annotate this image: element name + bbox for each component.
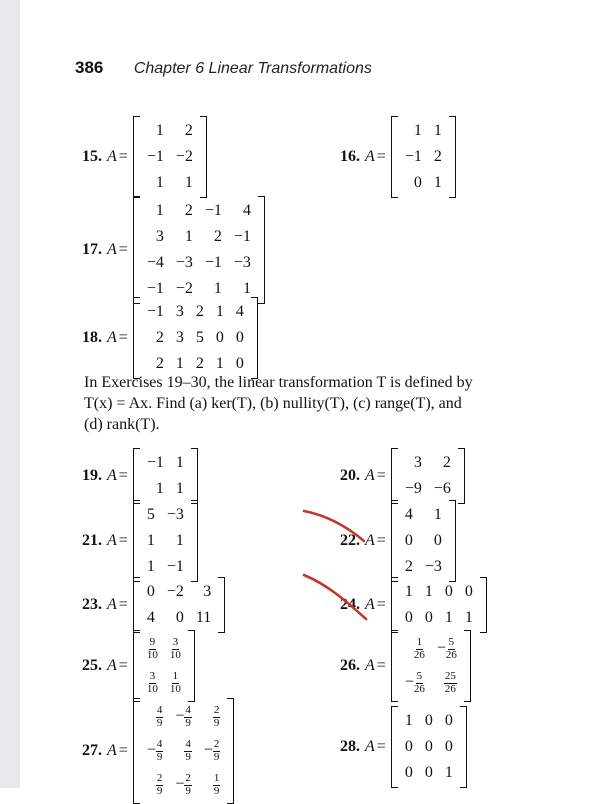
matrix <box>391 630 471 702</box>
fraction-numerator: 25 <box>444 669 456 682</box>
matrix-entry: 1 <box>215 355 224 372</box>
problem-19 <box>82 448 198 504</box>
matrix-entry: 2 <box>155 355 164 372</box>
matrix-entry: 0 <box>424 764 433 781</box>
fraction-denominator: 9 <box>213 750 220 763</box>
matrix-entry: −1 <box>204 254 222 271</box>
matrix-entry: 0 <box>444 712 453 729</box>
matrix-variable: A <box>365 148 375 165</box>
matrix-variable: A <box>365 657 375 674</box>
instructions-line-2: T(x) = Ax. Find (a) ker(T), (b) nullity(T), (c) range(T), and <box>84 395 462 412</box>
fraction-numerator: 2 <box>213 703 220 716</box>
problem-label: 27. <box>82 742 102 759</box>
matrix-entry: 0 <box>424 609 433 626</box>
fraction <box>213 705 221 729</box>
fraction-sign: − <box>146 741 156 759</box>
equals-sign: = <box>118 742 128 759</box>
matrix-entry: 1 <box>404 712 413 729</box>
matrix-entry <box>141 734 170 768</box>
matrix-variable: A <box>365 596 375 613</box>
fraction-denominator: 10 <box>146 648 158 661</box>
fraction <box>184 773 192 797</box>
fraction-denominator: 10 <box>146 682 158 695</box>
matrix-variable: A <box>365 738 375 755</box>
matrix-entry: 1 <box>213 280 222 297</box>
problem-22 <box>340 500 456 582</box>
matrix-entry: 1 <box>433 174 442 191</box>
matrix <box>391 706 467 788</box>
matrix-entry: −1 <box>146 454 164 471</box>
matrix <box>391 577 487 633</box>
problem-label: 26. <box>340 657 360 674</box>
problem-label: 17. <box>82 241 102 258</box>
equals-sign: = <box>376 738 386 755</box>
fraction-denominator: 26 <box>444 682 456 695</box>
problem-15 <box>82 116 207 198</box>
matrix <box>133 116 207 198</box>
matrix-entry: 4 <box>242 202 251 219</box>
matrix-entry: 0 <box>413 174 422 191</box>
matrix-entry: 3 <box>203 583 212 600</box>
problem-label: 23. <box>82 596 102 613</box>
fraction <box>147 671 158 695</box>
fraction-sign: − <box>175 775 185 793</box>
equals-sign: = <box>118 467 128 484</box>
problem-label: 16. <box>340 148 360 165</box>
matrix-entry: 1 <box>155 174 164 191</box>
problem-label: 22. <box>340 532 360 549</box>
fraction <box>446 637 457 661</box>
matrix-entry: 4 <box>404 506 413 523</box>
left-margin-strip <box>0 0 20 788</box>
matrix-entry: 1 <box>175 355 184 372</box>
problem-label: 21. <box>82 532 102 549</box>
matrix-entry: 2 <box>433 148 442 165</box>
matrix-variable: A <box>365 532 375 549</box>
matrix <box>391 500 456 582</box>
matrix-entry: 1 <box>175 532 184 549</box>
matrix-entry <box>431 632 463 666</box>
fraction <box>170 671 181 695</box>
matrix-variable: A <box>107 742 117 759</box>
matrix-entry: 0 <box>424 738 433 755</box>
fraction-denominator: 9 <box>185 716 191 729</box>
matrix-entry: −9 <box>404 480 422 497</box>
fraction <box>156 739 164 763</box>
matrix-entry: −1 <box>233 228 251 245</box>
matrix-variable: A <box>107 467 117 484</box>
matrix-entry: 1 <box>433 506 442 523</box>
fraction <box>414 671 425 695</box>
matrix-entry: 2 <box>184 122 193 139</box>
problem-label: 18. <box>82 329 102 346</box>
page-header <box>75 58 372 78</box>
fraction-numerator: 2 <box>185 771 191 784</box>
equals-sign: = <box>118 596 128 613</box>
fraction-denominator: 9 <box>185 784 191 797</box>
matrix-entry: 0 <box>404 609 413 626</box>
fraction <box>213 773 221 797</box>
matrix-entry: 0 <box>235 329 244 346</box>
problem-20 <box>340 448 465 504</box>
matrix-entry: 5 <box>195 329 204 346</box>
matrix <box>133 448 198 504</box>
matrix-entry <box>141 700 170 734</box>
matrix-entry <box>164 666 187 700</box>
fraction-numerator: 1 <box>172 669 179 682</box>
fraction-denominator: 10 <box>169 682 181 695</box>
matrix <box>133 297 258 379</box>
problem-21 <box>82 500 198 582</box>
fraction-sign: − <box>203 741 213 759</box>
matrix-entry: −3 <box>424 558 442 575</box>
equals-sign: = <box>376 467 386 484</box>
fraction-sign: − <box>436 639 446 657</box>
matrix-entry: −3 <box>233 254 251 271</box>
matrix-entry <box>399 632 431 666</box>
matrix-entry: 1 <box>184 174 193 191</box>
matrix-entry: 3 <box>175 303 184 320</box>
matrix-entry <box>198 734 227 768</box>
matrix-entry: −1 <box>166 558 184 575</box>
fraction-numerator: 4 <box>185 703 191 716</box>
fraction-numerator: 1 <box>416 635 423 648</box>
fraction-sign: − <box>404 673 414 691</box>
matrix-entry: 1 <box>155 122 164 139</box>
matrix-entry: −1 <box>146 280 164 297</box>
fraction-numerator: 5 <box>416 669 423 682</box>
matrix-entry: 0 <box>464 583 473 600</box>
matrix-entry: −4 <box>146 254 164 271</box>
fraction-numerator: 4 <box>156 737 163 750</box>
exercise-instructions <box>84 372 550 435</box>
matrix-entry: 2 <box>195 355 204 372</box>
equals-sign: = <box>376 148 386 165</box>
fraction-numerator: 4 <box>185 737 191 750</box>
matrix-entry: −2 <box>175 280 193 297</box>
matrix-variable: A <box>107 657 117 674</box>
fraction-denominator: 9 <box>156 716 163 729</box>
matrix-entry <box>198 768 227 802</box>
matrix-entry <box>141 768 170 802</box>
matrix-entry: 1 <box>215 303 224 320</box>
fraction-numerator: 2 <box>213 737 220 750</box>
fraction-denominator: 10 <box>169 648 181 661</box>
matrix <box>133 500 198 582</box>
matrix-entry: 0 <box>404 764 413 781</box>
matrix-entry <box>169 700 198 734</box>
fraction-denominator: 26 <box>413 648 425 661</box>
matrix-variable: A <box>365 467 375 484</box>
matrix-entry: 1 <box>413 122 422 139</box>
matrix-entry: 0 <box>404 532 413 549</box>
problem-23 <box>82 577 225 633</box>
equals-sign: = <box>118 657 128 674</box>
fraction-numerator: 5 <box>448 635 455 648</box>
fraction <box>213 739 221 763</box>
matrix-entry: 2 <box>155 329 164 346</box>
matrix-entry: −2 <box>166 583 184 600</box>
matrix-entry: 3 <box>175 329 184 346</box>
fraction <box>414 637 425 661</box>
matrix-entry: 1 <box>155 202 164 219</box>
matrix-entry: 0 <box>146 583 155 600</box>
matrix-entry: −2 <box>175 148 193 165</box>
page-number: 386 <box>75 58 104 77</box>
matrix-entry: −6 <box>433 480 451 497</box>
fraction <box>444 671 457 695</box>
problem-18 <box>82 297 258 379</box>
fraction-denominator: 9 <box>156 784 163 797</box>
fraction-sign: − <box>175 707 185 725</box>
matrix-entry: 1 <box>464 609 473 626</box>
matrix <box>133 577 225 633</box>
matrix-entry: 0 <box>235 355 244 372</box>
matrix-entry: 4 <box>235 303 244 320</box>
matrix-entry: 1 <box>242 280 251 297</box>
matrix-entry: 1 <box>444 764 453 781</box>
matrix-entry: 0 <box>433 532 442 549</box>
matrix-entry: 2 <box>184 202 193 219</box>
matrix-entry: 1 <box>155 480 164 497</box>
problem-16 <box>340 116 456 198</box>
matrix-variable: A <box>107 329 117 346</box>
fraction-numerator: 3 <box>172 635 179 648</box>
matrix <box>133 630 195 702</box>
matrix-entry: 2 <box>213 228 222 245</box>
problem-label: 24. <box>340 596 360 613</box>
fraction-denominator: 26 <box>445 648 457 661</box>
instructions-line-3: (d) rank(T). <box>84 416 160 433</box>
matrix-entry: 1 <box>424 583 433 600</box>
matrix-variable: A <box>107 148 117 165</box>
matrix-entry: −3 <box>166 506 184 523</box>
fraction <box>147 637 158 661</box>
matrix-entry: 0 <box>175 609 184 626</box>
matrix-variable: A <box>107 532 117 549</box>
matrix-entry: −1 <box>146 303 164 320</box>
equals-sign: = <box>376 596 386 613</box>
fraction-numerator: 9 <box>149 635 156 648</box>
fraction <box>170 637 181 661</box>
instructions-line-1: In Exercises 19–30, the linear transformation T is defined by <box>84 374 473 391</box>
matrix-entry: −1 <box>204 202 222 219</box>
equals-sign: = <box>118 329 128 346</box>
problem-24 <box>340 577 487 633</box>
matrix <box>133 196 265 304</box>
fraction <box>156 773 164 797</box>
fraction-numerator: 2 <box>156 771 163 784</box>
fraction-denominator: 26 <box>413 682 425 695</box>
problem-label: 20. <box>340 467 360 484</box>
problem-label: 15. <box>82 148 102 165</box>
matrix-entry: 11 <box>195 609 212 626</box>
matrix-entry: 1 <box>444 609 453 626</box>
matrix <box>391 448 465 504</box>
matrix-entry <box>141 666 164 700</box>
matrix-entry: 2 <box>404 558 413 575</box>
matrix-entry: 1 <box>146 532 155 549</box>
fraction-denominator: 9 <box>213 716 220 729</box>
matrix-entry: 4 <box>146 609 155 626</box>
matrix-entry: 1 <box>146 558 155 575</box>
fraction-numerator: 1 <box>213 771 220 784</box>
problem-17 <box>82 196 265 304</box>
fraction-numerator: 3 <box>149 669 156 682</box>
matrix-entry: 3 <box>413 454 422 471</box>
fraction-numerator: 4 <box>156 703 163 716</box>
matrix-variable: A <box>107 241 117 258</box>
problem-label: 25. <box>82 657 102 674</box>
fraction <box>184 705 192 729</box>
matrix-entry <box>399 666 431 700</box>
matrix-entry: 1 <box>175 454 184 471</box>
fraction <box>184 739 192 763</box>
matrix <box>133 698 235 804</box>
equals-sign: = <box>376 657 386 674</box>
equals-sign: = <box>118 532 128 549</box>
chapter-title: Chapter 6 Linear Transformations <box>133 60 372 77</box>
matrix-entry <box>141 632 164 666</box>
matrix-entry: 0 <box>424 712 433 729</box>
matrix-entry: −1 <box>146 148 164 165</box>
problem-label: 19. <box>82 467 102 484</box>
matrix-entry <box>431 666 463 700</box>
problem-25 <box>82 630 195 702</box>
matrix-entry: 2 <box>442 454 451 471</box>
equals-sign: = <box>118 148 128 165</box>
equals-sign: = <box>376 532 386 549</box>
matrix-entry: −3 <box>175 254 193 271</box>
problem-28 <box>340 706 467 788</box>
fraction-denominator: 9 <box>213 784 220 797</box>
problem-label: 28. <box>340 738 360 755</box>
matrix-entry: −1 <box>404 148 422 165</box>
equals-sign: = <box>118 241 128 258</box>
matrix-entry: 2 <box>195 303 204 320</box>
matrix <box>391 116 456 198</box>
fraction <box>156 705 164 729</box>
matrix-entry: 3 <box>155 228 164 245</box>
matrix-entry: 0 <box>444 583 453 600</box>
matrix-entry: 1 <box>404 583 413 600</box>
fraction-denominator: 9 <box>156 750 163 763</box>
matrix-entry <box>198 700 227 734</box>
fraction-denominator: 9 <box>185 750 191 763</box>
matrix-entry: 1 <box>184 228 193 245</box>
matrix-entry <box>169 768 198 802</box>
problem-27 <box>82 698 234 804</box>
matrix-entry <box>169 734 198 768</box>
matrix-entry: 0 <box>404 738 413 755</box>
matrix-entry: 0 <box>444 738 453 755</box>
problem-26 <box>340 630 471 702</box>
matrix-entry: 1 <box>433 122 442 139</box>
matrix-entry: 0 <box>215 329 224 346</box>
matrix-entry: 1 <box>175 480 184 497</box>
matrix-variable: A <box>107 596 117 613</box>
matrix-entry <box>164 632 187 666</box>
matrix-entry: 5 <box>146 506 155 523</box>
